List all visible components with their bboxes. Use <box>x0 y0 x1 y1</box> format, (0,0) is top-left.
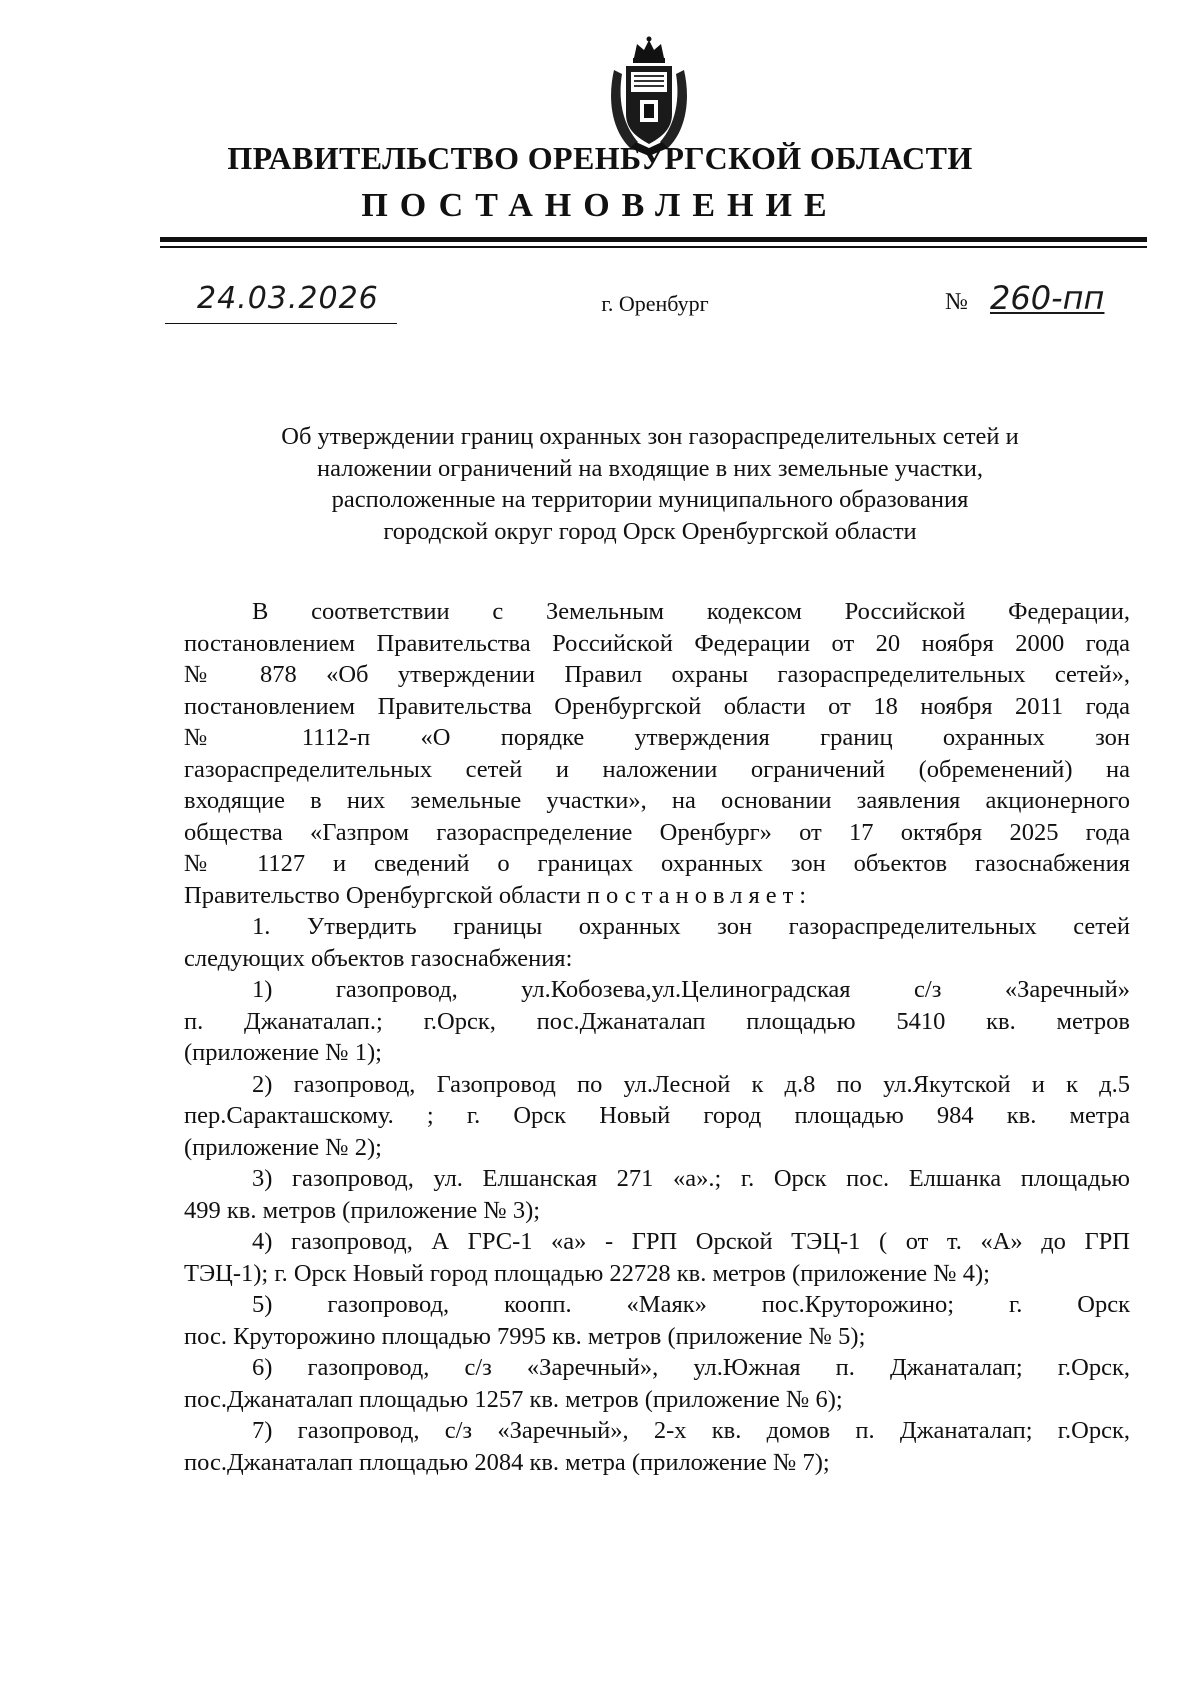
subitem-line: (приложение № 2); <box>184 1133 382 1161</box>
preamble-line: входящие в них земельные участки», на основании заявления акционерного <box>184 787 1130 814</box>
header-rule-thick <box>160 237 1147 242</box>
subitem-line: п. Джанаталап.; г.Орск, пос.Джанаталап площадью 5410 кв. метров <box>184 1007 1130 1035</box>
place-of-issue: г. Оренбург <box>601 291 709 316</box>
subject-line: городской округ город Орск Оренбургской области <box>383 517 917 545</box>
preamble-line: В соответствии с Земельным кодексом Российской Федерации, <box>252 598 1130 625</box>
subitem-line: пер.Саракташскому. ; г. Орск Новый город площадью 984 кв. метра <box>184 1102 1130 1129</box>
subitem-line: пос. Круторожино площадью 7995 кв. метров (приложение № 5); <box>184 1322 866 1350</box>
subitem-line: ТЭЦ-1); г. Орск Новый город площадью 22728 кв. метров (приложение № 4); <box>184 1259 990 1287</box>
subject-line: наложении ограничений на входящие в них земельные участки, <box>317 454 983 482</box>
preamble-line: № 878 «Об утверждении Правил охраны газораспределительных сетей», <box>184 661 1130 688</box>
subitem-line: 5) газопровод, коопп. «Маяк» пос.Круторожино; г. Орск <box>252 1291 1130 1318</box>
document-subject <box>200 421 1100 547</box>
resolves-prefix: Правительство Оренбургской области <box>184 881 581 909</box>
subitem-line: 499 кв. метров (приложение № 3); <box>184 1196 541 1224</box>
document-type: ПОСТАНОВЛЕНИЕ <box>361 187 839 224</box>
number-label: № <box>945 289 968 315</box>
document-body <box>184 596 1130 1478</box>
resolves-line <box>184 880 1130 912</box>
preamble-line: общества «Газпром газораспределение Оренбург» от 17 октября 2025 года <box>184 818 1130 846</box>
preamble-line: постановлением Правительства Оренбургской области от 18 ноября 2011 года <box>184 692 1130 720</box>
preamble-line: № 1112-п «О порядке утверждения границ охранных зон <box>184 724 1130 751</box>
subject-line: расположенные на территории муниципального образования <box>331 486 969 513</box>
subitem-line: 3) газопровод, ул. Елшанская 271 «а».; г. Орск пос. Елшанка площадью <box>252 1165 1130 1192</box>
subitem-line: 4) газопровод, А ГРС-1 «а» - ГРП Орской ТЭЦ-1 ( от т. «А» до ГРП <box>252 1228 1130 1255</box>
item-line: следующих объектов газоснабжения: <box>184 944 573 972</box>
preamble-line: газораспределительных сетей и наложении ограничений (обременений) на <box>184 755 1130 783</box>
preamble-line: постановлением Правительства Российской Федерации от 20 ноября 2000 года <box>184 629 1130 657</box>
handwritten-number: 260-пп <box>990 279 1105 317</box>
meta-row <box>0 279 1200 325</box>
handwritten-date: 24.03.2026 <box>197 281 379 316</box>
subitem-line: 7) газопровод, с/з «Заречный», 2-х кв. домов п. Джанаталап; г.Орск, <box>252 1417 1130 1444</box>
item-line: 1. Утвердить границы охранных зон газораспределительных сетей <box>252 913 1130 940</box>
subitem-line: 1) газопровод, ул.Кобозева,ул.Целиноградская с/з «Заречный» <box>252 976 1130 1003</box>
subject-line: Об утверждении границ охранных зон газораспределительных сетей и <box>281 423 1019 450</box>
subitem-line: пос.Джанаталап площадью 2084 кв. метра (приложение № 7); <box>184 1448 830 1476</box>
resolves-word: постановляет: <box>586 881 813 909</box>
subitem-line: (приложение № 1); <box>184 1039 382 1066</box>
government-title: ПРАВИТЕЛЬСТВО ОРЕНБУРГСКОЙ ОБЛАСТИ <box>227 140 973 176</box>
preamble-line: № 1127 и сведений о границах охранных зон объектов газоснабжения <box>184 850 1130 877</box>
header-rule-thin <box>160 246 1147 248</box>
subitem-line: 2) газопровод, Газопровод по ул.Лесной к д.8 по ул.Якутской и к д.5 <box>252 1070 1130 1098</box>
subitem-line: 6) газопровод, с/з «Заречный», ул.Южная п. Джанаталап; г.Орск, <box>252 1354 1130 1381</box>
subitem-line: пос.Джанаталап площадью 1257 кв. метров (приложение № 6); <box>184 1385 843 1413</box>
